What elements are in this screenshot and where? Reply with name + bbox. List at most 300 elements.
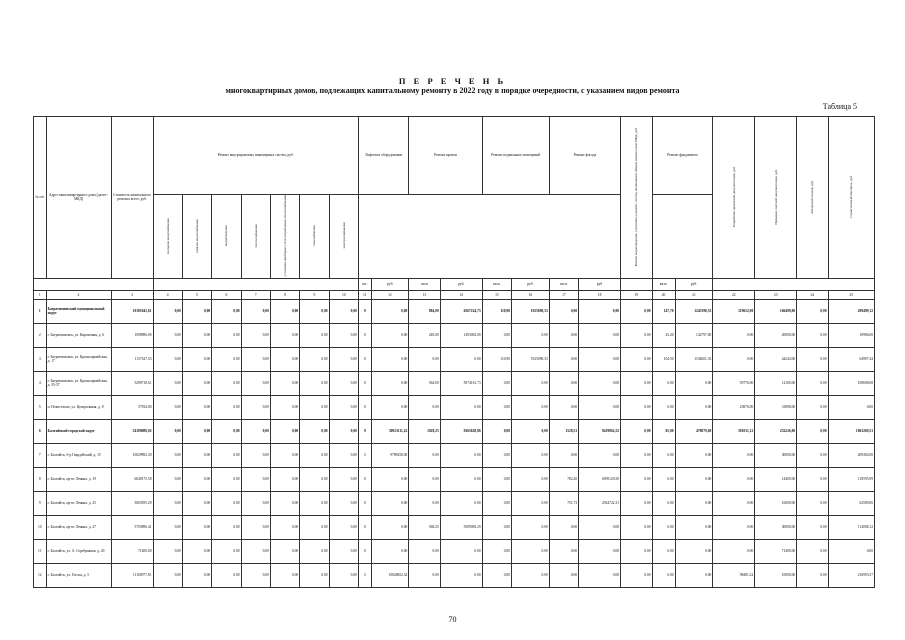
column-number: 3 <box>111 290 153 299</box>
column-number: 22 <box>713 290 755 299</box>
table-cell: 16000,00 <box>755 491 797 515</box>
table-cell: 30000,00 <box>755 515 797 539</box>
header-control: Строительный контроль, руб. <box>828 117 874 279</box>
table-cell: 0,00 <box>440 347 482 371</box>
table-cell: 0,00 <box>440 539 482 563</box>
column-number: 13 <box>409 290 440 299</box>
table-cell: 2924722,31 <box>579 491 621 515</box>
table-row <box>34 347 875 371</box>
table-cell: 0,00 <box>329 371 358 395</box>
table-cell: 1102601,33 <box>675 347 713 371</box>
table-cell: 0,00 <box>675 563 713 587</box>
table-cell: 0,00 <box>549 563 578 587</box>
header-units-spacer <box>34 278 154 290</box>
table-cell: 0,00 <box>182 347 211 371</box>
table-cell: 6048175,58 <box>111 467 153 491</box>
row-address: п. Новоселово, ул. Центральная, д. 8 <box>46 395 111 419</box>
table-cell: 0,00 <box>371 515 409 539</box>
table-cell: 9419862,52 <box>579 419 621 443</box>
table-cell: 0,00 <box>512 515 550 539</box>
table-cell: 0,00 <box>182 443 211 467</box>
table-cell: 5703896,41 <box>111 515 153 539</box>
column-number: 4 <box>153 290 182 299</box>
table-cell: 0,00 <box>797 443 828 467</box>
table-cell: 0,00 <box>549 395 578 419</box>
table-row <box>34 539 875 563</box>
table-cell: 0,00 <box>713 347 755 371</box>
table-cell: 0,00 <box>371 299 409 323</box>
header-utility-power: электроснабжение <box>329 195 358 279</box>
header-roof-group: Ремонт кровли <box>409 117 482 195</box>
table-row <box>34 395 875 419</box>
table-cell: 14400,00 <box>755 467 797 491</box>
table-cell: 10986,00 <box>828 323 874 347</box>
header-address: Адрес многоквартирного дома (далее - МКД) <box>46 117 111 279</box>
table-cell: 0,00 <box>329 443 358 467</box>
table-cell: 0,00 <box>329 539 358 563</box>
table-cell: 0,00 <box>512 539 550 563</box>
table-cell: 110,90 <box>482 299 511 323</box>
header-utility-gas: газоснабжение <box>300 195 329 279</box>
table-cell: 0,00 <box>212 563 241 587</box>
column-number: 25 <box>828 290 874 299</box>
table-cell: 0,00 <box>713 515 755 539</box>
unit-sqm: кв.м. <box>482 278 511 290</box>
column-number: 24 <box>797 290 828 299</box>
unit-rub: руб. <box>440 278 482 290</box>
table-cell: 1925690,33 <box>512 347 550 371</box>
table-cell: 5074161,73 <box>440 371 482 395</box>
table-cell: 0,00 <box>241 395 270 419</box>
column-number: 23 <box>755 290 797 299</box>
document-subtitle: многоквартирных домов, подлежащих капитальному ремонту в 2022 году в порядке очередности, с указанием видов ремонта <box>225 86 680 95</box>
table-row <box>34 371 875 395</box>
table-cell: 62589,06 <box>828 491 874 515</box>
unit-rub: руб <box>579 278 621 290</box>
table-cell: 0,00 <box>797 347 828 371</box>
table-cell: 43,20 <box>652 323 675 347</box>
table-cell: 0,00 <box>371 395 409 419</box>
table-row <box>34 563 875 587</box>
table-cell: 5290718,61 <box>111 371 153 395</box>
header-cost: Стоимость капитального ремонта всего, руб. <box>111 117 153 279</box>
table-cell: 0,00 <box>153 395 182 419</box>
table-cell: 0,00 <box>440 467 482 491</box>
table-cell: 0,00 <box>512 395 550 419</box>
table-cell: 0,00 <box>675 515 713 539</box>
table-cell: 0,00 <box>482 419 511 443</box>
table-cell: 0,00 <box>212 491 241 515</box>
table-cell: 0,00 <box>713 323 755 347</box>
table-cell: 0 <box>358 491 371 515</box>
table-cell: 3 <box>358 563 371 587</box>
table-cell: 44244,00 <box>755 347 797 371</box>
row-address: г. Балтийск, ул. А. Серебрякова, д. 20 <box>46 539 111 563</box>
column-number: 8 <box>270 290 299 299</box>
table-cell: 0,00 <box>621 515 652 539</box>
table-cell: 0,00 <box>153 539 182 563</box>
table-cell: 0,00 <box>153 491 182 515</box>
header-insulation: Ремонт водоотведения, утепления и ремонт систем, являющихся общим имуществом МКД, руб. <box>621 117 652 279</box>
table-cell: 0,00 <box>241 323 270 347</box>
row-address: г. Багратионовск, ул. Красноармейская, д. 35-37 <box>46 371 111 395</box>
table-cell: 0,00 <box>512 371 550 395</box>
table-cell: 0,00 <box>241 491 270 515</box>
table-cell: 0 <box>358 323 371 347</box>
header-utility-hot: горячее водоснабжение <box>182 195 211 279</box>
column-number: 5 <box>182 290 211 299</box>
table-cell: 232226,00 <box>755 419 797 443</box>
table-cell: 0,00 <box>329 347 358 371</box>
column-number: 9 <box>300 290 329 299</box>
table-cell: 0,00 <box>828 539 874 563</box>
table-cell: 0,00 <box>182 323 211 347</box>
table-row <box>34 443 875 467</box>
table-cell: 31808,00 <box>755 395 797 419</box>
column-number: 17 <box>549 290 578 299</box>
column-number: 21 <box>675 290 713 299</box>
table-cell: 0 <box>358 395 371 419</box>
row-number: 3 <box>34 347 47 371</box>
header-facade-group: Ремонт фасада <box>549 117 620 195</box>
table-cell: 0 <box>358 515 371 539</box>
table-cell: 0,00 <box>153 563 182 587</box>
table-cell: 0,00 <box>329 299 358 323</box>
row-number: 12 <box>34 563 47 587</box>
header-utilities-group: Ремонт внутридомовых инженерных систем, руб. <box>153 117 358 195</box>
table-row <box>34 491 875 515</box>
table-cell: 1245398,33 <box>675 299 713 323</box>
table-cell: 0 <box>358 539 371 563</box>
table-cell: 0,00 <box>797 419 828 443</box>
table-cell: 0,00 <box>270 323 299 347</box>
table-row <box>34 515 875 539</box>
table-cell: 9 <box>358 419 371 443</box>
table-cell: 0,00 <box>182 491 211 515</box>
table-cell: 0,00 <box>270 419 299 443</box>
table-cell: 0,00 <box>797 371 828 395</box>
table-cell: 166490,00 <box>755 299 797 323</box>
table-cell: 0,00 <box>212 347 241 371</box>
unit-sqm: кв.м. <box>549 278 578 290</box>
table-cell: 108608,68 <box>828 371 874 395</box>
table-cell: 0,00 <box>153 347 182 371</box>
column-number: 11 <box>358 290 371 299</box>
table-cell: 71400,00 <box>111 539 153 563</box>
table-cell: 54180088,02 <box>111 419 153 443</box>
table-cell: 301031,12 <box>713 419 755 443</box>
header-units-utilities <box>153 278 358 290</box>
table-cell: 11160977,81 <box>111 563 153 587</box>
table-cell: 20000,00 <box>755 323 797 347</box>
table-cell: 0,00 <box>300 515 329 539</box>
table-cell: 0,00 <box>713 491 755 515</box>
document-title: П Е Р Е Ч Е Н Ь <box>398 76 507 86</box>
row-number: 4 <box>34 371 47 395</box>
table-cell: 0,00 <box>797 563 828 587</box>
table-cell: 0,00 <box>482 563 511 587</box>
row-address: г. Балтийск, б-р Гвардейский, д. 15 <box>46 443 111 467</box>
table-cell: 0,00 <box>409 563 440 587</box>
table-cell: 0,00 <box>652 395 675 419</box>
table-cell: 0,00 <box>153 323 182 347</box>
table-cell: 0,00 <box>675 443 713 467</box>
table-cell: 0,00 <box>182 395 211 419</box>
table-cell: 12160,00 <box>755 371 797 395</box>
table-cell: 57934,00 <box>111 395 153 419</box>
table-cell: 119652,00 <box>713 299 755 323</box>
table-cell: 0,00 <box>675 467 713 491</box>
table-cell: 209494,00 <box>828 443 874 467</box>
table-cell: 0,00 <box>409 539 440 563</box>
table-cell: 104,50 <box>652 347 675 371</box>
column-number: 19 <box>621 290 652 299</box>
table-cell: 568,25 <box>409 515 440 539</box>
header-utility-meters: установка приборов учета потребления теплоснабжения <box>270 195 299 279</box>
table-cell: 0,00 <box>652 515 675 539</box>
table-cell: 0,00 <box>621 347 652 371</box>
row-address: Багратионовский муниципальный округ <box>46 299 111 323</box>
column-number: 15 <box>482 290 511 299</box>
table-cell: 9789458,00 <box>371 443 409 467</box>
table-cell: 0,00 <box>371 347 409 371</box>
table-cell: 0,00 <box>797 467 828 491</box>
table-cell: 30923111,22 <box>371 419 409 443</box>
table-cell: 0,00 <box>621 491 652 515</box>
table-cell: 0,00 <box>212 539 241 563</box>
table-label: Таблица 5 <box>822 102 857 111</box>
table-cell: 147,70 <box>652 299 675 323</box>
table-cell: 0,00 <box>300 371 329 395</box>
table-cell: 0,00 <box>300 419 329 443</box>
table-row <box>34 467 875 491</box>
capital-repair-table <box>33 116 875 588</box>
table-cell: 0,00 <box>300 395 329 419</box>
table-cell: 0,00 <box>579 515 621 539</box>
table-cell: 751,73 <box>549 491 578 515</box>
table-cell: 0,00 <box>212 299 241 323</box>
table-cell: 0,00 <box>182 419 211 443</box>
table-cell: 0,00 <box>512 323 550 347</box>
table-cell: 0,00 <box>182 467 211 491</box>
table-cell: 0,00 <box>270 491 299 515</box>
column-number: 18 <box>579 290 621 299</box>
table-cell: 0,00 <box>329 467 358 491</box>
header-foundation-spacer <box>652 195 713 279</box>
table-cell: 10826802,32 <box>371 563 409 587</box>
table-cell: 0,00 <box>270 395 299 419</box>
table-cell: 0,00 <box>579 395 621 419</box>
table-cell: 0,00 <box>579 323 621 347</box>
table-cell: 0,00 <box>241 347 270 371</box>
column-number: 20 <box>652 290 675 299</box>
table-cell: 0,00 <box>512 419 550 443</box>
table-cell: 0,00 <box>675 491 713 515</box>
table-cell: 0,00 <box>270 563 299 587</box>
row-number: 9 <box>34 491 47 515</box>
table-cell: 65,00 <box>652 419 675 443</box>
table-row <box>34 419 875 443</box>
table-cell: 0,00 <box>241 539 270 563</box>
table-cell: 0,00 <box>549 323 578 347</box>
header-spacer <box>358 195 620 279</box>
table-cell: 0,00 <box>329 563 358 587</box>
table-cell: 0,00 <box>409 443 440 467</box>
unit-rub: руб <box>371 278 409 290</box>
table-cell: 6567224,73 <box>440 299 482 323</box>
table-cell: 1528,53 <box>549 419 578 443</box>
table-cell: 0,00 <box>675 395 713 419</box>
table-cell: 0,00 <box>713 467 755 491</box>
table-cell: 0,00 <box>409 467 440 491</box>
table-cell: 0,00 <box>212 371 241 395</box>
header-no: № п/п <box>34 117 47 279</box>
table-cell: 0,00 <box>549 371 578 395</box>
unit-pcs: шт. <box>358 278 371 290</box>
table-cell: 0,00 <box>329 395 358 419</box>
table-cell: 0,00 <box>512 563 550 587</box>
table-cell: 10181045,61 <box>111 299 153 323</box>
table-cell: 0,00 <box>182 299 211 323</box>
table-cell: 0,00 <box>409 395 440 419</box>
table-cell: 0,00 <box>621 443 652 467</box>
row-number: 2 <box>34 323 47 347</box>
table-cell: 0,00 <box>182 371 211 395</box>
row-address: г. Балтийск, ул. Гоголя, д. 5 <box>46 563 111 587</box>
table-cell: 10000,00 <box>755 563 797 587</box>
table-cell: 0,00 <box>652 371 675 395</box>
table-cell: 1493063,00 <box>440 323 482 347</box>
table-cell: 0,00 <box>797 515 828 539</box>
table-cell: 240,00 <box>409 323 440 347</box>
table-cell: 30000,00 <box>755 443 797 467</box>
table-cell: 0,00 <box>300 491 329 515</box>
header-estimate: Проверка сметной документации, руб. <box>755 117 797 279</box>
table-cell: 1028,25 <box>409 419 440 443</box>
header-utility-drain: водоотведение <box>212 195 241 279</box>
row-number: 8 <box>34 467 47 491</box>
table-cell: 0,00 <box>549 347 578 371</box>
table-cell: 0,00 <box>549 443 578 467</box>
table-cell: 0,00 <box>440 563 482 587</box>
table-cell: 0,00 <box>182 539 211 563</box>
table-row <box>34 323 875 347</box>
table-cell: 0,00 <box>512 443 550 467</box>
table-cell: 0 <box>358 347 371 371</box>
table-cell: 564,00 <box>409 371 440 395</box>
table-cell: 0,00 <box>828 395 874 419</box>
table-cell: 782,20 <box>549 467 578 491</box>
unit-spacer <box>621 278 652 290</box>
column-number: 14 <box>440 290 482 299</box>
table-cell: 0,00 <box>440 443 482 467</box>
table-row <box>34 299 875 323</box>
table-cell: 0,00 <box>621 323 652 347</box>
row-address: г. Балтийск, пр-кт Ленина, д. 19 <box>46 467 111 491</box>
header-design: Разработка проектной документации, руб. <box>713 117 755 279</box>
header-utility-heat: теплоснабжение <box>241 195 270 279</box>
table-cell: 0,00 <box>482 467 511 491</box>
row-number: 7 <box>34 443 47 467</box>
table-cell: 0,00 <box>652 539 675 563</box>
table-cell: 3 <box>358 443 371 467</box>
table-cell: 0,00 <box>241 563 270 587</box>
table-cell: 0,00 <box>270 515 299 539</box>
table-cell: 0,00 <box>300 323 329 347</box>
table-cell: 0,00 <box>153 467 182 491</box>
table-cell: 0,00 <box>212 323 241 347</box>
header-basement-group: Ремонт подвальных помещений <box>482 117 549 195</box>
table-cell: 0,00 <box>482 395 511 419</box>
table-cell: 64997,44 <box>828 347 874 371</box>
row-address: г. Багратионовск, ул. Кирпичная, д. 6 <box>46 323 111 347</box>
header-audit: Авторский надзор, руб. <box>797 117 828 279</box>
table-cell: 0,00 <box>675 371 713 395</box>
column-number: 16 <box>512 290 550 299</box>
table-cell: 0,00 <box>409 347 440 371</box>
table-cell: 0,00 <box>512 467 550 491</box>
row-address: г. Багратионовск, ул. Красноармейская, д. 17 <box>46 347 111 371</box>
unit-sqm: кв.м. <box>652 278 675 290</box>
table-cell: 95776,00 <box>713 371 755 395</box>
table-cell: 0,00 <box>371 323 409 347</box>
table-cell: 0,00 <box>482 371 511 395</box>
table-cell: 470879,69 <box>675 419 713 443</box>
table-cell: 0 <box>358 299 371 323</box>
table-cell: 0,00 <box>212 515 241 539</box>
table-cell: 3003595,29 <box>111 491 153 515</box>
table-cell: 9265628,86 <box>440 419 482 443</box>
unit-rub: руб. <box>512 278 550 290</box>
table-cell: 0,00 <box>512 491 550 515</box>
header-foundation-group: Ремонт фундамента <box>652 117 713 195</box>
row-address: г. Балтийск, пр-кт Ленина, д. 27 <box>46 515 111 539</box>
row-number: 11 <box>34 539 47 563</box>
table-cell: 0,00 <box>675 539 713 563</box>
table-cell: 209499,12 <box>828 299 874 323</box>
table-cell: 0,00 <box>241 467 270 491</box>
table-cell: 0,00 <box>300 467 329 491</box>
table-cell: 0,00 <box>549 299 578 323</box>
table-cell: 0,00 <box>579 299 621 323</box>
row-number: 1 <box>34 299 47 323</box>
table-cell: 0,00 <box>270 371 299 395</box>
table-cell: 0,00 <box>329 515 358 539</box>
table-cell: 0,00 <box>440 491 482 515</box>
table-cell: 0,00 <box>621 299 652 323</box>
column-number: 10 <box>329 290 358 299</box>
table-cell: 0,00 <box>371 371 409 395</box>
table-cell: 114008,12 <box>828 515 874 539</box>
table-cell: 0,00 <box>579 443 621 467</box>
table-cell: 0,00 <box>300 563 329 587</box>
table-cell: 0,00 <box>579 347 621 371</box>
table-cell: 0,00 <box>212 467 241 491</box>
table-cell: 0,00 <box>621 395 652 419</box>
table-cell: 10029892,30 <box>111 443 153 467</box>
column-number: 12 <box>371 290 409 299</box>
table-cell: 216993,57 <box>828 563 874 587</box>
table-cell: 0,00 <box>652 491 675 515</box>
row-number: 10 <box>34 515 47 539</box>
table-cell: 0,00 <box>300 347 329 371</box>
table-cell: 5589083,29 <box>440 515 482 539</box>
table-cell: 0,00 <box>241 419 270 443</box>
unit-rub: руб. <box>675 278 713 290</box>
table-cell: 0,00 <box>482 323 511 347</box>
table-cell: 0,00 <box>241 515 270 539</box>
table-cell: 1925690,33 <box>512 299 550 323</box>
